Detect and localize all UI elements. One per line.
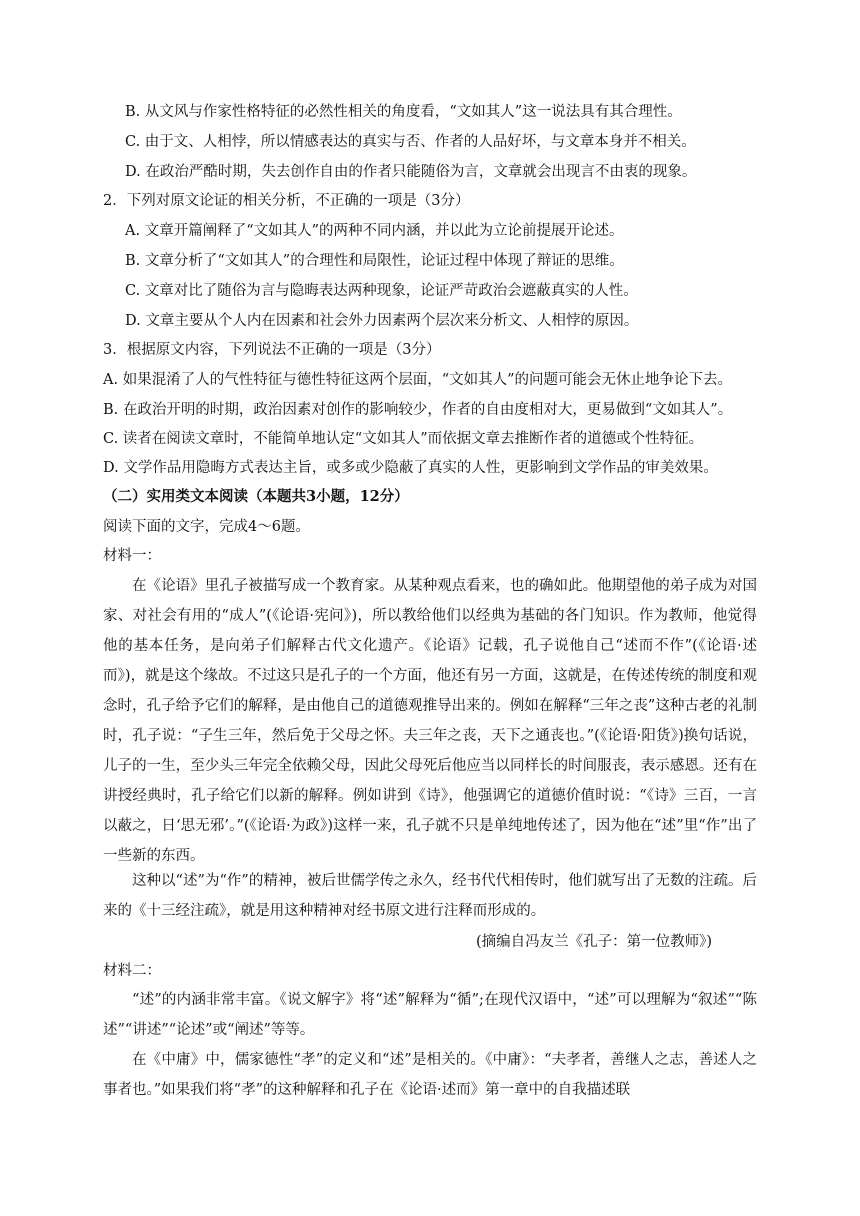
material2-paragraph-2: 在《中庸》中，儒家德性“孝”的定义和“述”是相关的。《中庸》：“夫孝者，善继人之志，善述人之事者也。”如果我们将“孝”的这种解释和孔子在《论语·述而》第一章中的自我描述联 [103, 1052, 757, 1098]
q3-stem: 3．根据原文内容，下列说法不正确的一项是（3分） [103, 342, 441, 358]
q1-option-c: C. 由于文、人相悖，所以情感表达的真实与否、作者的人品好坏，与文章本身并不相关。 [125, 134, 696, 150]
q3-option-c: C. 读者在阅读文章时，不能简单地认定“文如其人”而依据文章去推断作者的道德或个性特征。 [103, 431, 704, 447]
q2-option-d: D. 文章主要从个人内在因素和社会外力因素两个层次来分析文、人相悖的原因。 [125, 313, 639, 329]
q3-option-d: D. 文学作品用隐晦方式表达主旨，或多或少隐蔽了真实的人性，更影响到文学作品的审美效果。 [103, 460, 718, 476]
material1-source: (摘编自冯友兰《孔子：第一位教师》) [475, 934, 712, 950]
material1-label: 材料一： [103, 548, 161, 564]
q2-option-b: B. 文章分析了“文如其人”的合理性和局限性，论证过程中体现了辩证的思维。 [125, 253, 624, 269]
q2-option-a: A. 文章开篇阐释了“文如其人”的两种不同内涵，并以此为立论前提展开论述。 [125, 223, 624, 239]
material2-paragraph-1: “述”的内涵非常丰富。《说文解字》将“述”解释为“循”;在现代汉语中，“述”可以理解为“叙述”“陈述”“讲述”“论述”或“阐述”等等。 [103, 992, 757, 1038]
section-title: （二）实用类文本阅读（本题共3小题，12分） [103, 488, 409, 505]
instruction: 阅读下面的文字，完成4～6题。 [103, 519, 310, 535]
q2-stem: 2．下列对原文论证的相关分析，不正确的一项是（3分） [103, 193, 470, 209]
q3-option-b: B. 在政治开明的时期，政治因素对创作的影响较少，作者的自由度相对大，更易做到“文如其人”。 [103, 402, 733, 418]
material2-label: 材料二： [103, 963, 161, 979]
q1-option-b: B. 从文风与作家性格特征的必然性相关的角度看，“文如其人”这一说法具有其合理性。 [125, 104, 682, 120]
q2-option-c: C. 文章对比了随俗为言与隐晦表达两种现象，论证严苛政治会遮蔽真实的人性。 [125, 283, 638, 299]
material1-paragraph-1: 在《论语》里孔子被描写成一个教育家。从某种观点看来，也的确如此。他期望他的弟子成为对国家、对社会有用的“成人”(《论语·宪问》)，所以教给他们以经典为基础的各门知识。作为教师，他觉得他的基本任务，是向弟子们解释古代文化遗产。《论语》记载，孔子说他自己“述而不作”(《论语·述而》)，就是这个缘故。不过这只是孔子的一个方面，他还有另一方面，这就是，在传述传统的制度和观念时，孔子给予它们的解释，是由他自己的道德观推导出来的。例如在解释“三年之丧”这种古老的礼制时，孔子说：“子生三年，然后免于父母之怀。夫三年之丧，天下之通丧也。”(《论语·阳货》)换句话说，儿子的一生，至少头三年完全依赖父母，因此父母死后他应当以同样长的时间服丧，表示感恩。还有在讲授经典时，孔子给它们以新的解释。例如讲到《诗》，他强调它的道德价值时说：“《诗》三百，一言以蔽之，日‘思无邪’。”(《论语·为政》)这样一来，孔子就不只是单纯地传述了，因为他在“述”里“作”出了一些新的东西。 [103, 578, 757, 864]
q3-option-a: A. 如果混淆了人的气性特征与德性特征这两个层面，“文如其人”的问题可能会无休止地争论下去。 [103, 372, 733, 388]
material1-paragraph-2: 这种以“述”为“作”的精神，被后世儒学传之永久，经书代代相传时，他们就写出了无数的注疏。后来的《十三经注疏》，就是用这种精神对经书原文进行注释而形成的。 [103, 873, 757, 919]
q1-option-d: D. 在政治严酷时期，失去创作自由的作者只能随俗为言，文章就会出现言不由衷的现象。 [125, 164, 697, 180]
